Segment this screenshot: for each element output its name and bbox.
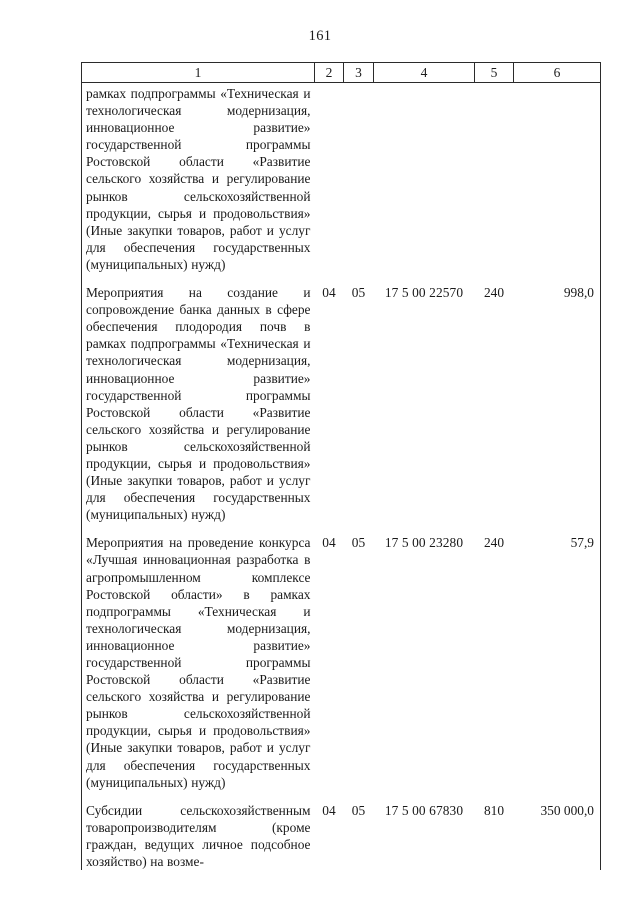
row-gap xyxy=(82,273,601,282)
subsection-code: 05 xyxy=(351,285,366,301)
column-header-1: 1 xyxy=(82,63,315,83)
column-header-3: 3 xyxy=(344,63,374,83)
row-target-code-cell xyxy=(374,282,475,523)
expense-type-code: 810 xyxy=(483,802,505,818)
row-subsection-cell xyxy=(344,282,374,523)
section-code: 04 xyxy=(322,285,336,301)
row-subsection-cell xyxy=(344,800,374,870)
expense-name: рамках подпрограммы «Техническая и технологическая модернизация, инновационное развитие» государственной программы Ростовской области «Развитие сельского хозяйства и регулирование рынков сельскохозяйственной продукции, сырья и продовольствия» (Иные закупки товаров, работ и услуг для обеспечения государственных (муниципальных) нужд) xyxy=(86,86,311,272)
row-amount-cell xyxy=(514,83,601,274)
budget-table-container xyxy=(81,62,600,870)
row-gap xyxy=(82,523,601,532)
subsection-code: 05 xyxy=(351,802,366,818)
row-expense-type-cell xyxy=(475,282,514,523)
row-subsection-cell xyxy=(344,83,374,274)
expense-name: Субсидии сельскохозяйственным товаропроизводителям (кроме граждан, ведущих личное подсобное хозяйство) на возме- xyxy=(86,802,311,870)
page-number: 161 xyxy=(308,28,332,44)
expense-name: Мероприятия на создание и сопровождение банка данных в сфере обеспечения плодородия почв в рамках подпрограммы «Техническая и технологическая модернизация, инновационное развитие» государственной программы Ростовской области «Развитие сельского хозяйства и регулирование рынков сельскохозяйственной продукции, сырья и продовольствия» (Иные закупки товаров, работ и услуг для обеспечения государственных (муниципальных) нужд) xyxy=(86,285,311,523)
amount-value: 57,9 xyxy=(570,535,594,551)
table-header-row xyxy=(82,63,601,83)
row-section-cell xyxy=(315,282,344,523)
row-expense-type-cell xyxy=(475,800,514,870)
expense-name: Мероприятия на проведение конкурса «Лучшая инновационная разработка в агропромышленном комплексе Ростовской области» в рамках подпрограммы «Техническая и технологическая модернизация, инновационное развитие» государственной программы Ростовской области «Развитие сельского хозяйства и регулирование рынков сельскохозяйственной продукции, сырья и продовольствия» (Иные закупки товаров, работ и услуг для обеспечения государственных (муниципальных) нужд) xyxy=(86,535,311,790)
column-header-2: 2 xyxy=(315,63,344,83)
row-expense-type-cell xyxy=(475,83,514,274)
row-section-cell xyxy=(315,800,344,870)
expense-type-code: 240 xyxy=(483,285,505,301)
row-gap xyxy=(82,791,601,800)
column-header-6: 6 xyxy=(514,63,601,83)
table-row xyxy=(82,282,601,523)
row-target-code-cell xyxy=(374,532,475,790)
expense-type-code: 240 xyxy=(483,535,505,551)
target-article-code: 17 5 00 22570 xyxy=(384,285,464,301)
row-amount-cell xyxy=(514,282,601,523)
table-row xyxy=(82,800,601,870)
column-header-5: 5 xyxy=(475,63,514,83)
row-subsection-cell xyxy=(344,532,374,790)
row-target-code-cell xyxy=(374,800,475,870)
subsection-code: 05 xyxy=(351,535,366,551)
amount-value: 998,0 xyxy=(563,285,594,301)
row-amount-cell xyxy=(514,800,601,870)
section-code: 04 xyxy=(322,535,336,551)
column-header-4: 4 xyxy=(374,63,475,83)
section-code: 04 xyxy=(322,802,336,818)
row-name-cell xyxy=(82,532,315,790)
target-article-code: 17 5 00 23280 xyxy=(384,535,464,551)
row-name-cell xyxy=(82,83,315,274)
row-section-cell xyxy=(315,83,344,274)
row-name-cell xyxy=(82,800,315,870)
budget-table xyxy=(81,62,601,870)
row-section-cell xyxy=(315,532,344,790)
table-row xyxy=(82,532,601,790)
amount-value: 350 000,0 xyxy=(540,802,594,818)
row-target-code-cell xyxy=(374,83,475,274)
row-expense-type-cell xyxy=(475,532,514,790)
table-row xyxy=(82,83,601,274)
row-amount-cell xyxy=(514,532,601,790)
row-name-cell xyxy=(82,282,315,523)
target-article-code: 17 5 00 67830 xyxy=(384,802,464,818)
